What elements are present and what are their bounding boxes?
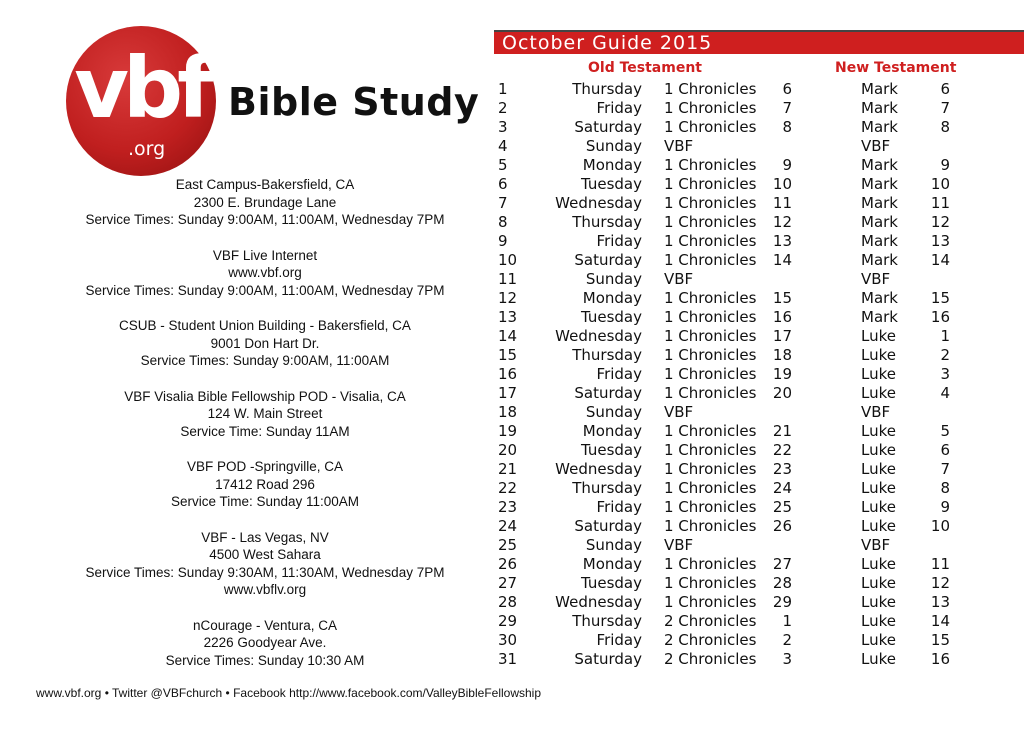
schedule-row	[0, 574, 1024, 593]
ot-chapter: 27	[772, 555, 792, 573]
reading-schedule	[0, 80, 1024, 669]
ot-book: 1 Chronicles	[664, 593, 757, 611]
ot-book: 2 Chronicles	[664, 612, 757, 630]
ot-chapter: 23	[772, 460, 792, 478]
nt-book: Mark	[861, 99, 898, 117]
schedule-row	[0, 631, 1024, 650]
schedule-row	[0, 270, 1024, 289]
nt-book: Luke	[861, 593, 896, 611]
nt-book: VBF	[861, 536, 891, 554]
location-line: VBF - Las Vegas, NV	[201, 529, 329, 545]
ot-book: 1 Chronicles	[664, 346, 757, 364]
ot-book: 2 Chronicles	[664, 650, 757, 668]
location-line: Service Times: Sunday 9:30AM, 11:30AM, Wednesday 7PM	[85, 564, 445, 580]
nt-book: Mark	[861, 175, 898, 193]
ot-book: VBF	[664, 270, 694, 288]
location-line: VBF POD -Springville, CA	[186, 459, 344, 474]
ot-book: 1 Chronicles	[664, 80, 757, 98]
weekday: Wednesday	[555, 460, 642, 478]
schedule-row	[0, 593, 1024, 612]
nt-chapter: 16	[930, 650, 950, 668]
day-number: 8	[498, 213, 508, 231]
location-line: Service Times: Sunday 10:30 AM	[165, 652, 365, 668]
ot-chapter: 20	[772, 384, 792, 402]
day-number: 22	[498, 479, 518, 497]
nt-chapter: 5	[940, 422, 950, 440]
day-number: 23	[498, 498, 518, 516]
nt-chapter: 8	[940, 118, 950, 136]
nt-chapter: 8	[940, 479, 950, 497]
ot-book: VBF	[664, 403, 694, 421]
nt-chapter: 6	[940, 80, 950, 98]
schedule-row	[0, 194, 1024, 213]
day-number: 11	[498, 270, 518, 288]
weekday: Sunday	[585, 270, 642, 288]
nt-chapter: 12	[930, 213, 950, 231]
location-line: 2226 Goodyear Ave.	[203, 635, 327, 650]
location-line: East Campus-Bakersfield, CA	[175, 177, 355, 192]
ot-book: 1 Chronicles	[664, 384, 757, 402]
day-number: 29	[498, 612, 518, 630]
day-number: 13	[498, 308, 518, 326]
day-number: 4	[498, 137, 508, 155]
weekday: Tuesday	[580, 574, 642, 592]
location-line: 9001 Don Hart Dr.	[210, 335, 320, 351]
nt-book: Mark	[861, 80, 898, 98]
nt-book: Mark	[861, 156, 898, 174]
nt-chapter: 12	[930, 574, 950, 592]
ot-chapter: 2	[782, 631, 792, 649]
day-number: 12	[498, 289, 518, 307]
weekday: Thursday	[572, 479, 642, 497]
ot-chapter: 16	[772, 308, 792, 326]
location-line: 124 W. Main Street	[207, 406, 323, 421]
nt-book: Luke	[861, 498, 896, 516]
schedule-row	[0, 650, 1024, 669]
weekday: Monday	[582, 422, 642, 440]
day-number: 28	[498, 593, 518, 611]
nt-chapter: 4	[940, 384, 950, 402]
location-line: Service Times: Sunday 9:00AM, 11:00AM, Wednesday 7PM	[85, 212, 445, 227]
day-number: 31	[498, 650, 518, 668]
schedule-row	[0, 479, 1024, 498]
day-number: 25	[498, 536, 518, 554]
ot-book: 1 Chronicles	[664, 308, 757, 326]
nt-book: VBF	[861, 403, 891, 421]
nt-book: Mark	[861, 251, 898, 269]
schedule-row	[0, 137, 1024, 156]
weekday: Tuesday	[580, 308, 642, 326]
nt-chapter: 3	[940, 365, 950, 383]
schedule-row	[0, 308, 1024, 327]
weekday: Saturday	[574, 650, 642, 668]
nt-chapter: 9	[940, 156, 950, 174]
weekday: Saturday	[574, 251, 642, 269]
day-number: 27	[498, 574, 518, 592]
ot-chapter: 15	[772, 289, 792, 307]
logo-domain: .org	[128, 138, 166, 160]
ot-chapter: 13	[772, 232, 792, 250]
schedule-row	[0, 99, 1024, 118]
ot-book: 1 Chronicles	[664, 441, 757, 459]
day-number: 17	[498, 384, 518, 402]
location-line: www.vbf.org	[228, 265, 302, 280]
weekday: Saturday	[574, 118, 642, 136]
ot-book: 1 Chronicles	[664, 156, 757, 174]
ot-book: 1 Chronicles	[664, 99, 757, 117]
ot-book: 1 Chronicles	[664, 555, 757, 573]
day-number: 1	[498, 80, 508, 98]
weekday: Wednesday	[555, 327, 642, 345]
nt-chapter: 6	[940, 441, 950, 459]
ot-book: 1 Chronicles	[664, 232, 757, 250]
day-number: 19	[498, 422, 518, 440]
nt-chapter: 14	[930, 251, 950, 269]
old-testament-header: Old Testament	[588, 60, 702, 76]
day-number: 5	[498, 156, 508, 174]
nt-chapter: 13	[930, 593, 950, 611]
ot-chapter: 8	[782, 118, 792, 136]
ot-chapter: 9	[782, 156, 792, 174]
weekday: Tuesday	[580, 175, 642, 193]
weekday: Monday	[582, 555, 642, 573]
day-number: 9	[498, 232, 508, 250]
ot-book: 1 Chronicles	[664, 194, 757, 212]
day-number: 24	[498, 517, 518, 535]
weekday: Saturday	[574, 517, 642, 535]
ot-book: 1 Chronicles	[664, 365, 757, 383]
nt-book: Luke	[861, 384, 896, 402]
weekday: Friday	[596, 232, 642, 250]
ot-book: 1 Chronicles	[664, 251, 757, 269]
nt-chapter: 11	[930, 194, 950, 212]
nt-chapter: 9	[940, 498, 950, 516]
weekday: Wednesday	[555, 593, 642, 611]
nt-chapter: 16	[930, 308, 950, 326]
schedule-row	[0, 517, 1024, 536]
day-number: 2	[498, 99, 508, 117]
ot-chapter: 6	[782, 80, 792, 98]
ot-book: 1 Chronicles	[664, 289, 757, 307]
ot-book: VBF	[664, 536, 694, 554]
nt-book: Luke	[861, 422, 896, 440]
ot-book: 1 Chronicles	[664, 422, 757, 440]
weekday: Thursday	[572, 213, 642, 231]
location-line: VBF Live Internet	[212, 247, 318, 263]
schedule-row	[0, 118, 1024, 137]
weekday: Tuesday	[580, 441, 642, 459]
guide-title: October Guide 2015	[502, 32, 713, 54]
ot-book: 1 Chronicles	[664, 574, 757, 592]
ot-book: 1 Chronicles	[664, 175, 757, 193]
schedule-row	[0, 80, 1024, 99]
nt-book: Luke	[861, 346, 896, 364]
nt-book: Luke	[861, 460, 896, 478]
day-number: 20	[498, 441, 518, 459]
location-line: 4500 West Sahara	[209, 547, 321, 562]
ot-book: 1 Chronicles	[664, 460, 757, 478]
ot-chapter: 17	[772, 327, 792, 345]
ot-chapter: 26	[772, 517, 792, 535]
ot-chapter: 12	[772, 213, 792, 231]
nt-chapter: 7	[940, 99, 950, 117]
nt-chapter: 10	[930, 517, 950, 535]
location-line: Service Times: Sunday 9:00AM, 11:00AM, Wednesday 7PM	[85, 282, 445, 298]
location-line: www.vbflv.org	[223, 582, 307, 597]
location-line: Service Time: Sunday 11:00AM	[170, 494, 360, 509]
location-line: Service Time: Sunday 11AM	[180, 423, 350, 439]
nt-book: VBF	[861, 270, 891, 288]
nt-book: Luke	[861, 631, 896, 649]
schedule-row	[0, 213, 1024, 232]
ot-chapter: 7	[782, 99, 792, 117]
schedule-row	[0, 384, 1024, 403]
day-number: 16	[498, 365, 518, 383]
footer-links: www.vbf.org • Twitter @VBFchurch • Facebook http://www.facebook.com/ValleyBibleFellowship	[36, 686, 542, 700]
nt-chapter: 2	[940, 346, 950, 364]
day-number: 18	[498, 403, 518, 421]
schedule-row	[0, 460, 1024, 479]
nt-book: Mark	[861, 308, 898, 326]
ot-chapter: 3	[782, 650, 792, 668]
ot-chapter: 1	[782, 612, 792, 630]
schedule-row	[0, 156, 1024, 175]
ot-book: 1 Chronicles	[664, 498, 757, 516]
schedule-row	[0, 365, 1024, 384]
schedule-row	[0, 346, 1024, 365]
weekday: Sunday	[585, 536, 642, 554]
nt-book: Luke	[861, 365, 896, 383]
weekday: Sunday	[585, 137, 642, 155]
schedule-row	[0, 422, 1024, 441]
ot-book: 1 Chronicles	[664, 327, 757, 345]
nt-book: Luke	[861, 650, 896, 668]
ot-chapter: 14	[772, 251, 792, 269]
logo-letters: vbf	[74, 39, 208, 137]
location-line: CSUB - Student Union Building - Bakersfield, CA	[119, 318, 411, 333]
schedule-row	[0, 441, 1024, 460]
schedule-row	[0, 498, 1024, 517]
ot-chapter: 29	[772, 593, 792, 611]
nt-chapter: 7	[940, 460, 950, 478]
weekday: Saturday	[574, 384, 642, 402]
ot-chapter: 11	[772, 194, 792, 212]
schedule-row	[0, 175, 1024, 194]
guide-title-bar	[494, 30, 1024, 54]
nt-chapter: 15	[930, 631, 950, 649]
day-number: 15	[498, 346, 518, 364]
day-number: 6	[498, 175, 508, 193]
ot-chapter: 19	[772, 365, 792, 383]
day-number: 14	[498, 327, 518, 345]
ot-chapter: 24	[772, 479, 792, 497]
schedule-row	[0, 612, 1024, 631]
day-number: 26	[498, 555, 518, 573]
weekday: Monday	[582, 156, 642, 174]
ot-book: 2 Chronicles	[664, 631, 757, 649]
ot-chapter: 18	[772, 346, 792, 364]
schedule-row	[0, 555, 1024, 574]
ot-chapter: 25	[772, 498, 792, 516]
weekday: Thursday	[572, 80, 642, 98]
nt-book: Luke	[861, 574, 896, 592]
ot-book: 1 Chronicles	[664, 118, 757, 136]
schedule-row	[0, 232, 1024, 251]
page-heading: Bible Study	[228, 80, 480, 124]
nt-book: Luke	[861, 555, 896, 573]
weekday: Friday	[596, 99, 642, 117]
weekday: Thursday	[572, 346, 642, 364]
ot-chapter: 21	[772, 422, 792, 440]
weekday: Friday	[596, 498, 642, 516]
day-number: 10	[498, 251, 518, 269]
location-line: 17412 Road 296	[215, 476, 315, 492]
schedule-row	[0, 536, 1024, 555]
ot-book: 1 Chronicles	[664, 479, 757, 497]
nt-chapter: 13	[930, 232, 950, 250]
weekday: Monday	[582, 289, 642, 307]
ot-chapter: 10	[772, 175, 792, 193]
location-line: nCourage - Ventura, CA	[192, 617, 338, 633]
weekday: Sunday	[585, 403, 642, 421]
nt-book: Luke	[861, 441, 896, 459]
nt-book: Luke	[861, 327, 896, 345]
day-number: 3	[498, 118, 508, 136]
ot-book: 1 Chronicles	[664, 213, 757, 231]
nt-book: Mark	[861, 289, 898, 307]
nt-book: Mark	[861, 118, 898, 136]
location-line: VBF Visalia Bible Fellowship POD - Visalia, CA	[124, 388, 406, 404]
ot-chapter: 28	[772, 574, 792, 592]
schedule-row	[0, 289, 1024, 308]
nt-book: Mark	[861, 213, 898, 231]
nt-chapter: 10	[930, 175, 950, 193]
nt-book: Luke	[861, 479, 896, 497]
weekday: Thursday	[572, 612, 642, 630]
schedule-row	[0, 251, 1024, 270]
nt-chapter: 1	[940, 327, 950, 345]
weekday: Wednesday	[555, 194, 642, 212]
nt-book: Luke	[861, 517, 896, 535]
day-number: 21	[498, 460, 518, 478]
nt-chapter: 15	[930, 289, 950, 307]
day-number: 7	[498, 194, 508, 212]
ot-book: 1 Chronicles	[664, 517, 757, 535]
nt-book: VBF	[861, 137, 891, 155]
nt-book: Luke	[861, 612, 896, 630]
day-number: 30	[498, 631, 518, 649]
nt-chapter: 11	[930, 555, 950, 573]
new-testament-header: New Testament	[835, 60, 957, 76]
location-line: Service Times: Sunday 9:00AM, 11:00AM	[140, 353, 390, 368]
nt-book: Mark	[861, 232, 898, 250]
nt-chapter: 14	[930, 612, 950, 630]
nt-book: Mark	[861, 194, 898, 212]
schedule-row	[0, 403, 1024, 422]
ot-chapter: 22	[772, 441, 792, 459]
ot-book: VBF	[664, 137, 694, 155]
location-line: 2300 E. Brundage Lane	[193, 194, 337, 210]
weekday: Friday	[596, 631, 642, 649]
weekday: Friday	[596, 365, 642, 383]
schedule-row	[0, 327, 1024, 346]
